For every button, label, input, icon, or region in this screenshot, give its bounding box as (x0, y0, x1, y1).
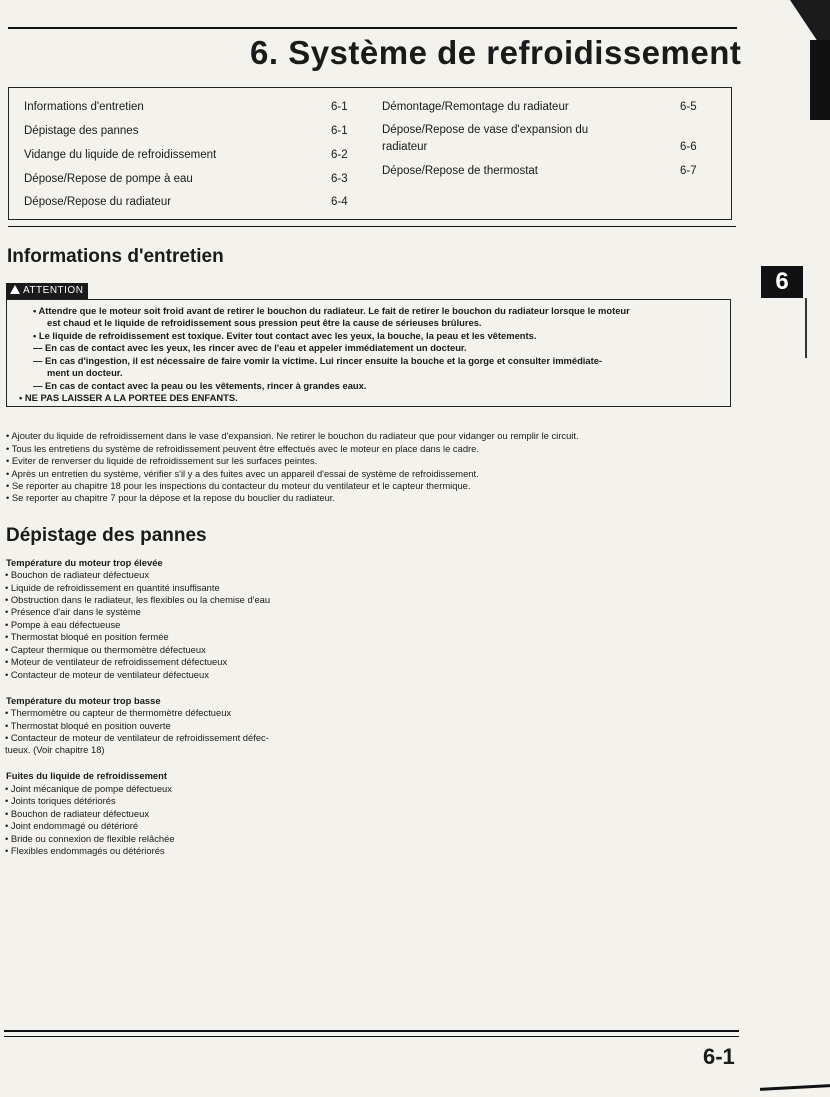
toc-item[interactable]: Dépose/Repose de thermostat (382, 165, 538, 177)
scan-bottom-edge (760, 1084, 830, 1091)
footer-rule (4, 1030, 739, 1032)
warning-line: — En cas d'ingestion, il est nécessaire de faire vomir la victime. Lui rincer ensuite la bouche et la gorge et consulter immédiate- (33, 355, 603, 366)
toc-page: 6-5 (680, 101, 697, 113)
warning-line: — En cas de contact avec les yeux, les rincer avec de l'eau et appeler immédiatement un docteur. (33, 342, 467, 353)
group-title: Fuites du liquide de refroidissement (6, 770, 167, 781)
list-item: • Thermomètre ou capteur de thermomètre défectueux (5, 707, 232, 718)
section-heading: Informations d'entretien (7, 246, 224, 267)
chapter-tab: 6 (761, 266, 803, 298)
toc-page: 6-7 (680, 165, 697, 177)
attention-text: ATTENTION (23, 285, 84, 296)
list-item: • Thermostat bloqué en position fermée (5, 631, 169, 642)
list-item: • Présence d'air dans le système (5, 606, 141, 617)
toc-page: 6-2 (331, 149, 348, 161)
warning-line: • Attendre que le moteur soit froid avant de retirer le bouchon du radiateur. Le fait de retirer le bouchon du radiateur lorsque le moteur (33, 305, 630, 316)
page-number: 6-1 (703, 1044, 735, 1069)
list-item: • Contacteur de moteur de ventilateur de refroidissement défec- (5, 732, 269, 743)
toc-page: 6-1 (331, 101, 348, 113)
note-line: • Tous les entretiens du système de refroidissement peuvent être effectués avec le moteur en place dans le cadre. (6, 443, 479, 454)
list-item: • Liquide de refroidissement en quantité insuffisante (5, 582, 220, 593)
toc-item[interactable]: Dépose/Repose de pompe à eau (24, 173, 193, 185)
toc-page: 6-3 (331, 173, 348, 185)
list-item: tueux. (Voir chapitre 18) (5, 744, 105, 755)
side-marker-line (805, 298, 807, 358)
warning-triangle-icon (10, 285, 20, 294)
scan-edge-shadow (810, 40, 830, 120)
list-item: • Joints toriques détériorés (5, 795, 116, 806)
attention-label (6, 283, 88, 299)
toc-page: 6-4 (331, 196, 348, 208)
toc-page: 6-1 (331, 125, 348, 137)
page-title: 6. Système de refroidissement (250, 34, 742, 71)
toc-bottom-rule (8, 226, 736, 227)
table-of-contents (8, 87, 732, 220)
group-title: Température du moteur trop basse (6, 695, 161, 706)
list-item: • Joint endommagé ou détérioré (5, 820, 139, 831)
toc-item[interactable]: Démontage/Remontage du radiateur (382, 101, 569, 113)
note-line: • Se reporter au chapitre 18 pour les inspections du contacteur du moteur du ventilateur et le capteur thermique. (6, 480, 471, 491)
list-item: • Thermostat bloqué en position ouverte (5, 720, 171, 731)
toc-item[interactable]: Dépose/Repose de vase d'expansion du (382, 124, 589, 136)
footer-rule-thin (4, 1036, 739, 1037)
header-rule (8, 27, 737, 29)
list-item: • Contacteur de moteur de ventilateur défectueux (5, 669, 209, 680)
warning-line: • Le liquide de refroidissement est toxique. Eviter tout contact avec les yeux, la bouche, la peau et les vêtements. (33, 330, 537, 341)
toc-item[interactable]: Informations d'entretien (24, 101, 144, 113)
note-line: • Se reporter au chapitre 7 pour la dépose et la repose du bouclier du radiateur. (6, 492, 336, 503)
toc-item-continued[interactable]: radiateur (382, 141, 428, 153)
list-item: • Pompe à eau défectueuse (5, 619, 121, 630)
warning-line: • NE PAS LAISSER A LA PORTEE DES ENFANTS. (19, 392, 238, 403)
section-heading: Dépistage des pannes (6, 525, 207, 546)
toc-item[interactable]: Vidange du liquide de refroidissement (24, 149, 217, 161)
list-item: • Bouchon de radiateur défectueux (5, 808, 150, 819)
note-line: • Ajouter du liquide de refroidissement dans le vase d'expansion. Ne retirer le bouchon du radiateur que pour vidanger ou remplir le circuit. (6, 430, 579, 441)
warning-line: ment un docteur. (47, 367, 123, 378)
warning-line: est chaud et le liquide de refroidissement sous pression peut être la cause de sérieuses brûlures. (47, 317, 482, 328)
list-item: • Bride ou connexion de flexible relâchée (5, 833, 175, 844)
list-item: • Joint mécanique de pompe défectueux (5, 783, 172, 794)
list-item: • Bouchon de radiateur défectueux (5, 569, 150, 580)
list-item: • Flexibles endommagés ou détériorés (5, 845, 165, 856)
list-item: • Moteur de ventilateur de refroidissement défectueux (5, 656, 228, 667)
toc-item[interactable]: Dépistage des pannes (24, 125, 139, 137)
warning-box (6, 299, 731, 407)
list-item: • Obstruction dans le radiateur, les flexibles ou la chemise d'eau (5, 594, 271, 605)
note-line: • Après un entretien du système, vérifier s'il y a des fuites avec un appareil d'essai de système de refroidissement. (6, 468, 479, 479)
warning-line: — En cas de contact avec la peau ou les vêtements, rincer à grandes eaux. (33, 380, 367, 391)
list-item: • Capteur thermique ou thermomètre défectueux (5, 644, 206, 655)
toc-page: 6-6 (680, 141, 697, 153)
note-line: • Eviter de renverser du liquide de refroidissement sur les surfaces peintes. (6, 455, 318, 466)
group-title: Température du moteur trop élevée (6, 557, 163, 568)
toc-item[interactable]: Dépose/Repose du radiateur (24, 196, 172, 208)
